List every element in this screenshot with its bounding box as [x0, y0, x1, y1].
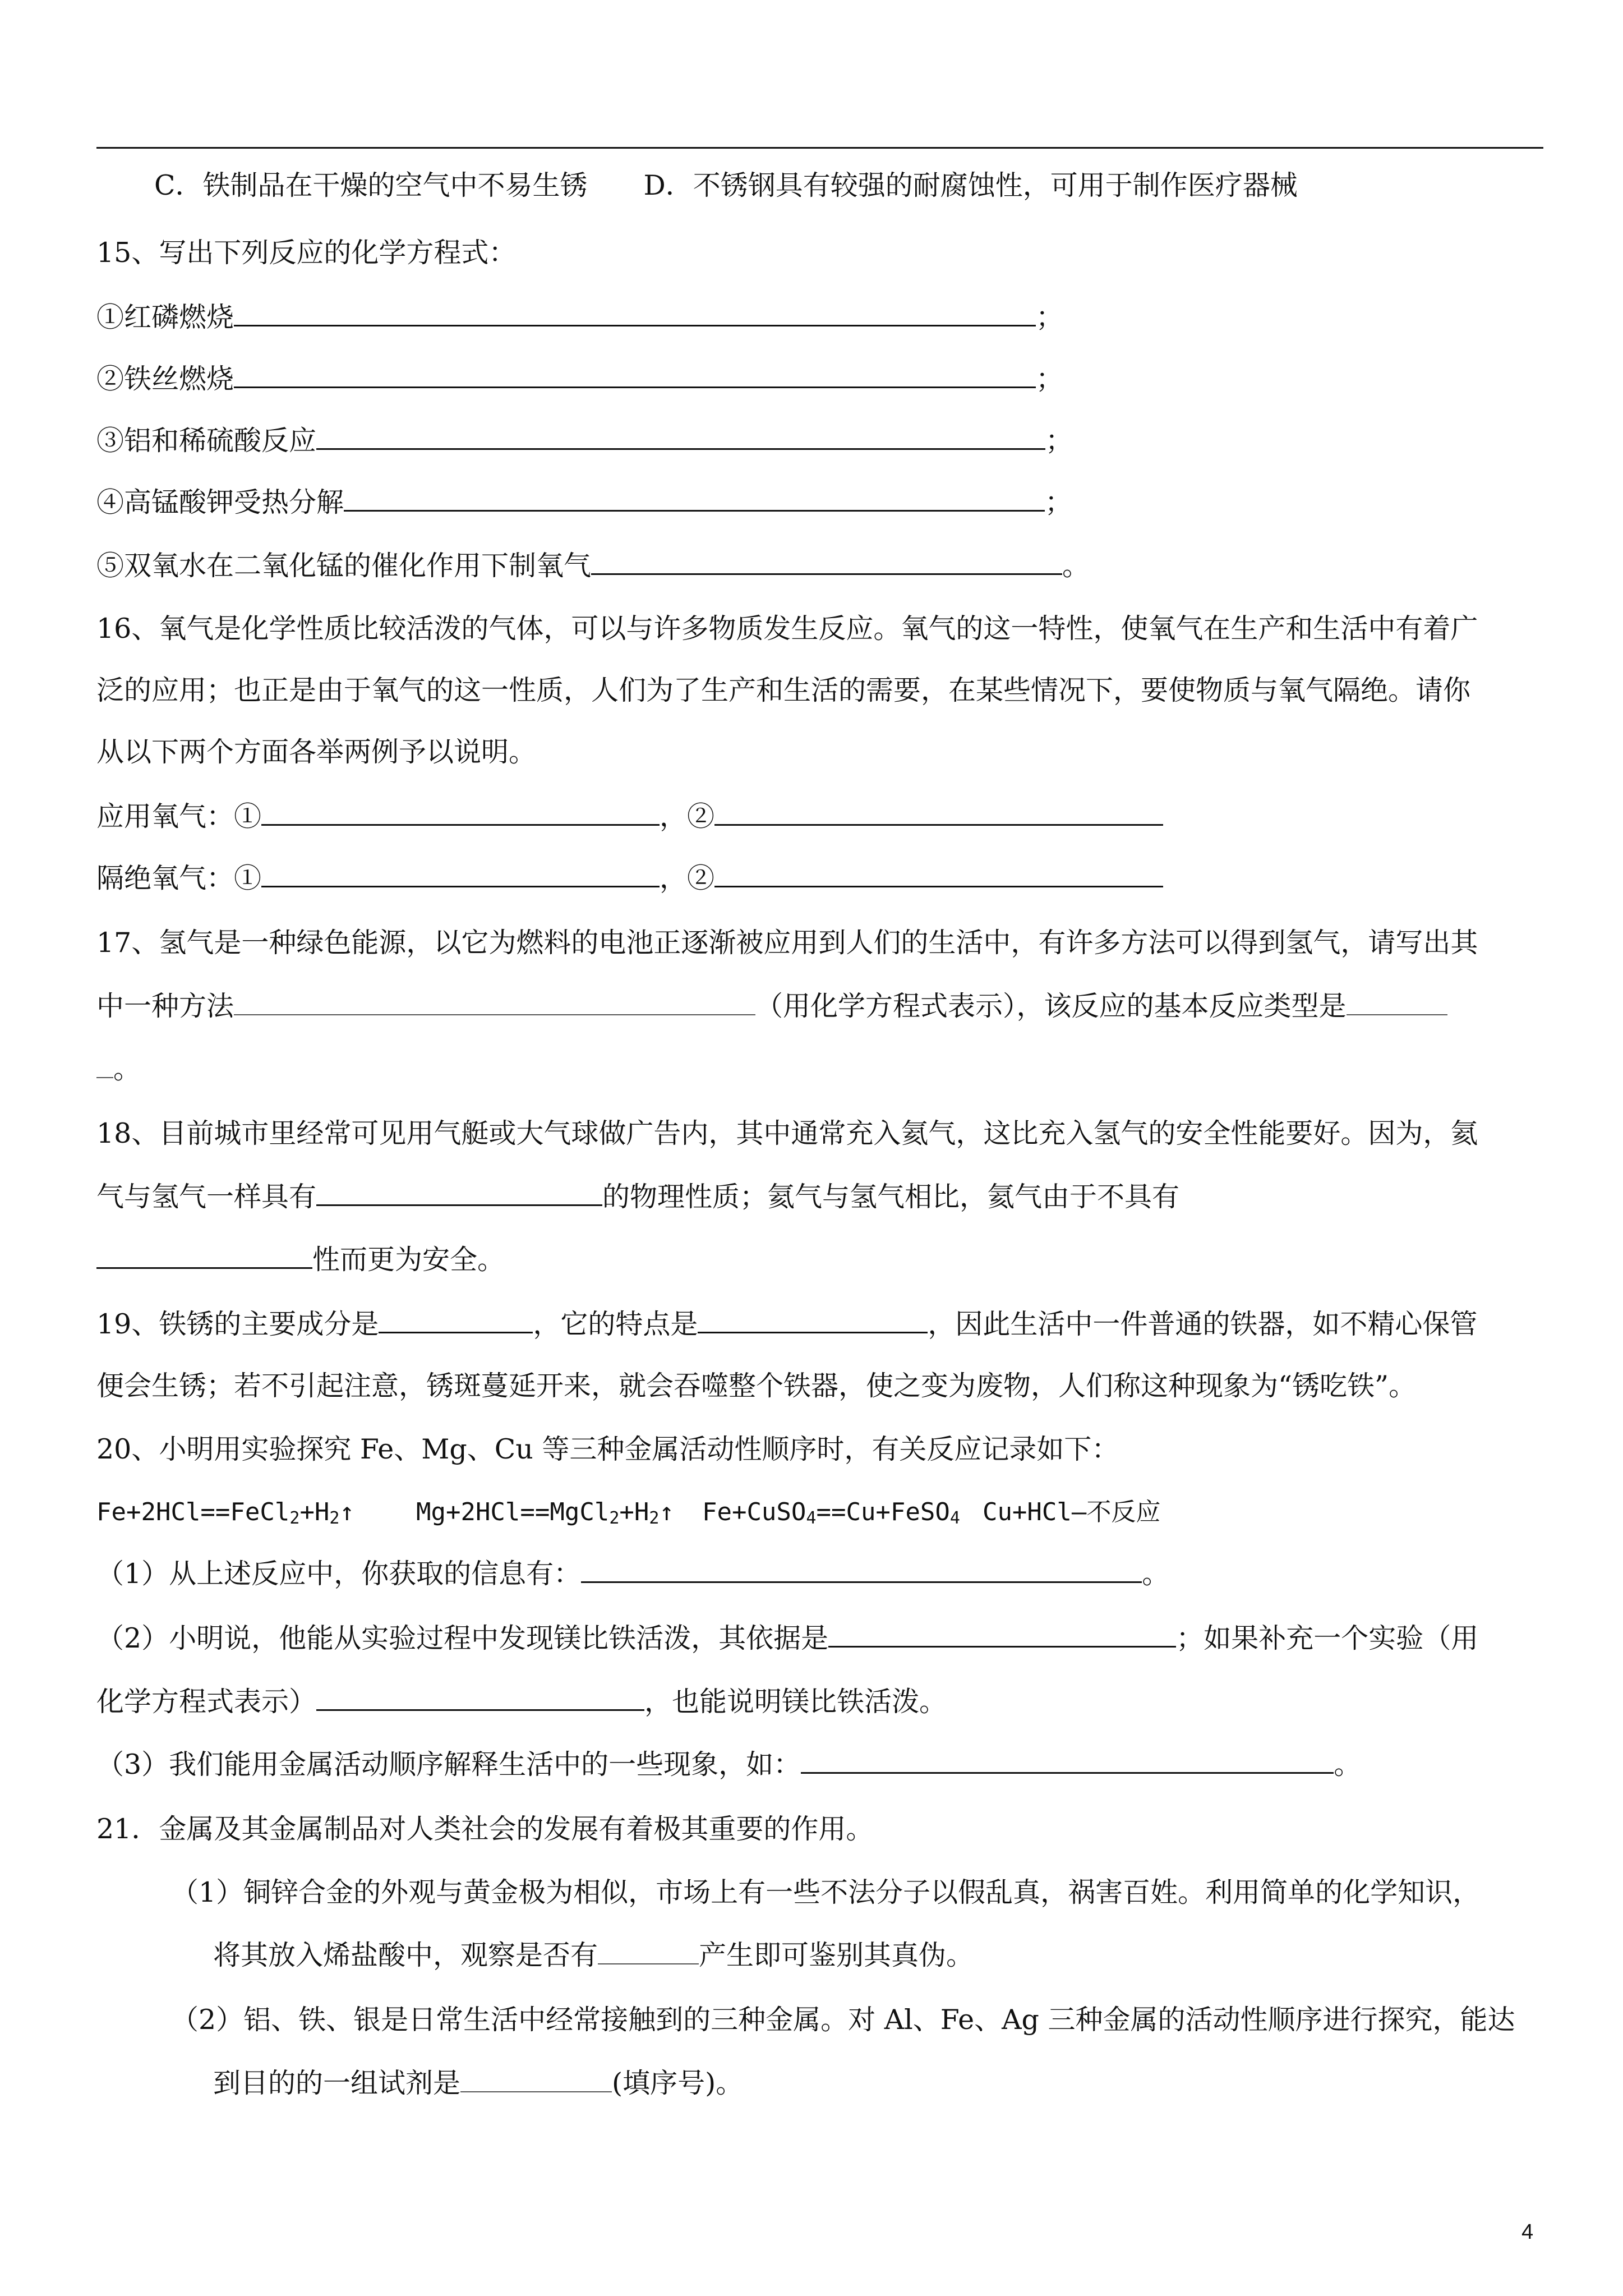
answer-blank[interactable] — [714, 799, 1163, 826]
header-rule — [96, 147, 1543, 149]
answer-blank[interactable] — [581, 1557, 1142, 1583]
q17-line-3: 。 — [96, 1052, 141, 1087]
answer-blank[interactable] — [828, 1621, 1176, 1648]
q20-equations — [96, 1495, 1160, 1530]
q21-part-2: （2）铝、铁、银是日常生活中经常接触到的三种金属。对 Al、Fe、Ag 三种金属的活动性顺序进行探究，能达 — [171, 2004, 1515, 2036]
answer-blank[interactable] — [96, 1052, 113, 1078]
answer-blank[interactable] — [316, 424, 1045, 450]
q20-part-1: （1）从上述反应中，你获取的信息有： 。 — [96, 1558, 1170, 1590]
q21-part-1-cont: 将其放入烯盐酸中，观察是否有 产生即可鉴别其真伪。 — [213, 1939, 974, 1971]
answer-blank[interactable] — [698, 1307, 928, 1333]
answer-blank[interactable] — [261, 861, 660, 887]
answer-blank[interactable] — [96, 1243, 312, 1269]
q14-options — [154, 168, 1298, 203]
q21-part-1: （1）铜锌合金的外观与黄金极为相似，市场上有一些不法分子以假乱真，祸害百姓。利用简单的化学知识， — [171, 1876, 1481, 1908]
q21-title: 21．金属及其金属制品对人类社会的发展有着极其重要的作用。 — [96, 1813, 874, 1845]
q14-option-d: D．不锈钢具有较强的耐腐蚀性，可用于制作医疗器械 — [643, 169, 1298, 201]
answer-blank[interactable] — [801, 1747, 1334, 1774]
q18-line-1: 18、目前城市里经常可见用气艇或大气球做广告内，其中通常充入氦气，这比充入氢气的安全性能要好。因为，氦 — [96, 1117, 1478, 1149]
q15-item-3: ③铝和稀硫酸反应 ； — [96, 425, 1073, 457]
answer-blank[interactable] — [598, 1939, 699, 1964]
answer-blank[interactable] — [344, 485, 1045, 512]
q15-item-1: ①红磷燃烧 ； — [96, 301, 1064, 333]
q16-apply-row: 应用氧气：① ，② — [96, 799, 1163, 834]
answer-blank[interactable] — [460, 2067, 612, 2092]
q19-line-2: 便会生锈；若不引起注意，锈斑蔓延开来，就会吞噬整个铁器，使之变为废物，人们称这种现象为“锈吃铁”。 — [96, 1370, 1417, 1402]
answer-blank[interactable] — [1347, 990, 1447, 1015]
q20-part-2-cont: 化学方程式表示） ，也能说明镁比铁活泼。 — [96, 1686, 947, 1718]
q20-title: 20、小明用实验探究 Fe、Mg、Cu 等三种金属活动性顺序时，有关反应记录如下： — [96, 1433, 1119, 1465]
answer-blank[interactable] — [316, 1685, 644, 1711]
equation-1: $Fe+2HCl==FeCl_2+H_2↑$ — [96, 1498, 354, 1528]
equation-2: $Mg+2HCl==MgCl_2+H_2↑$ — [416, 1498, 674, 1528]
answer-blank[interactable] — [714, 861, 1163, 887]
q19-line-1: 19、铁锈的主要成分是 ，它的特点是 ，因此生活中一件普通的铁器，如不精心保管 — [96, 1308, 1478, 1340]
q20-part-3: （3）我们能用金属活动顺序解释生活中的一些现象，如： 。 — [96, 1749, 1362, 1780]
answer-blank[interactable] — [234, 990, 755, 1015]
answer-blank[interactable] — [316, 1180, 602, 1206]
answer-blank[interactable] — [379, 1307, 533, 1333]
q15-item-2: ②铁丝燃烧 ； — [96, 363, 1064, 395]
q18-line-2: 气与氢气一样具有 的物理性质；氦气与氢气相比，氦气由于不具有 — [96, 1181, 1180, 1213]
q21-part-2-cont: 到目的的一组试剂是 (填序号)。 — [213, 2067, 744, 2099]
q18-line-3: 性而更为安全。 — [96, 1243, 505, 1277]
q16-line-2: 泛的应用；也正是由于氧气的这一性质，人们为了生产和生活的需要，在某些情况下，要使物质与氧气隔绝。请你 — [96, 674, 1471, 706]
q17-line-2: 中一种方法 （用化学方程式表示），该反应的基本反应类型是 — [96, 989, 1447, 1024]
q17-line-1: 17、氢气是一种绿色能源，以它为燃料的电池正逐渐被应用到人们的生活中，有许多方法可以得到氢气，请写出其 — [96, 927, 1478, 959]
q15-title: 15、写出下列反应的化学方程式： — [96, 237, 517, 269]
q16-line-1: 16、氧气是化学性质比较活泼的气体，可以与许多物质发生反应。氧气的这一特性，使氧气在生产和生活中有着广 — [96, 613, 1478, 645]
page-number: 4 — [1521, 2220, 1534, 2244]
equation-4: Cu+HCl—不反应 — [982, 1498, 1161, 1526]
q16-isolate-row: 隔绝氧气：① ，② — [96, 861, 1163, 896]
q20-part-2: （2）小明说，他能从实验过程中发现镁比铁活泼，其依据是 ；如果补充一个实验（用 — [96, 1622, 1479, 1654]
q14-option-c: C．铁制品在干燥的空气中不易生锈 — [154, 169, 588, 201]
equation-3: Fe+CuSO$_4$==Cu+FeSO$_4$ — [702, 1498, 960, 1528]
q16-line-3: 从以下两个方面各举两例予以说明。 — [96, 736, 537, 768]
answer-blank[interactable] — [591, 549, 1062, 575]
q15-item-5: ⑤双氧水在二氧化锰的催化作用下制氧气 。 — [96, 550, 1090, 582]
answer-blank[interactable] — [234, 300, 1036, 326]
answer-blank[interactable] — [261, 799, 660, 826]
answer-blank[interactable] — [234, 362, 1036, 388]
q15-item-4: ④高锰酸钾受热分解 ； — [96, 486, 1073, 518]
